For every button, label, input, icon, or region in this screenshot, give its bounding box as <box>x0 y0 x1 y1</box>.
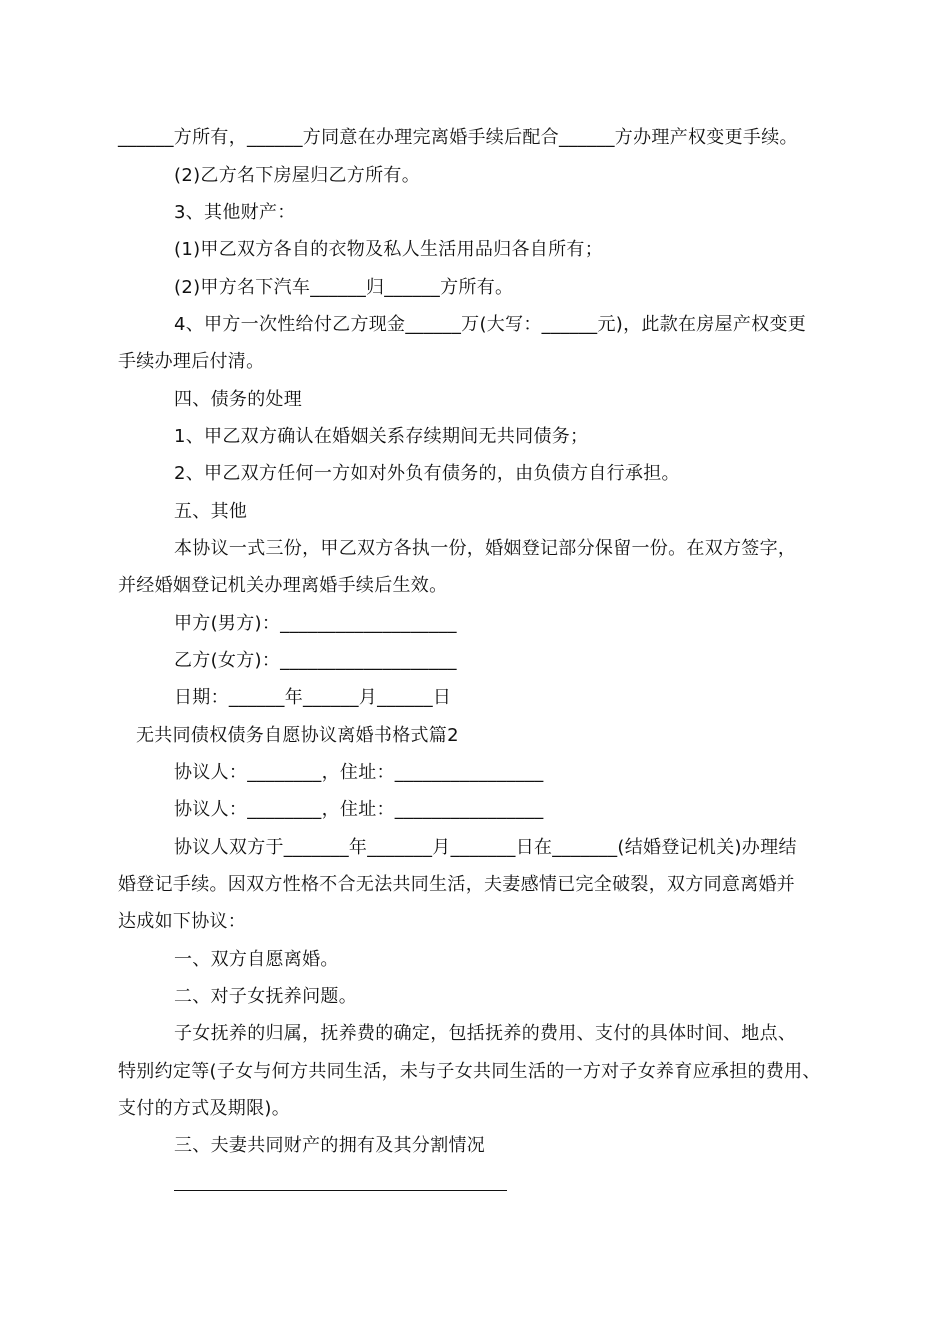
section-heading: 一、双方自愿离婚。 <box>174 949 339 970</box>
section-heading: 二、对子女抚养问题。 <box>174 986 357 1007</box>
text-line: ______方所有，______方同意在办理完离婚手续后配合______方办理产权变更手续。 <box>118 127 798 148</box>
text-line: 并经婚姻登记机关办理离婚手续后生效。 <box>118 575 448 596</box>
section-heading: 三、夫妻共同财产的拥有及其分割情况 <box>174 1135 486 1156</box>
text-line: (2)甲方名下汽车______归______方所有。 <box>174 277 514 298</box>
section-heading: 四、债务的处理 <box>174 389 303 410</box>
text-line: 支付的方式及期限)。 <box>118 1098 291 1119</box>
party-line: 协议人：________，住址：________________ <box>174 762 544 783</box>
date-line: 日期：______年______月______日 <box>174 687 452 708</box>
text-line: 婚登记手续。因双方性格不合无法共同生活，夫妻感情已完全破裂，双方同意离婚并 <box>118 874 796 895</box>
text-line: 4、甲方一次性给付乙方现金______万(大写：______元)，此款在房屋产权变更 <box>174 314 807 335</box>
article-title: 无共同债权债务自愿协议离婚书格式篇2 <box>136 725 459 746</box>
text-line: 手续办理后付清。 <box>118 351 265 372</box>
text-line: 协议人双方于_______年_______月_______日在_______(结婚登记机关)办理结 <box>174 837 797 858</box>
text-line: 特别约定等(子女与何方共同生活，未与子女共同生活的一方对子女养育应承担的费用、 <box>118 1061 821 1082</box>
signature-line-party-a: 甲方(男方)：___________________ <box>174 613 457 634</box>
text-line: 本协议一式三份，甲乙双方各执一份，婚姻登记部分保留一份。在双方签字， <box>174 538 797 559</box>
text-line: (1)甲乙双方各自的衣物及私人生活用品归各自所有； <box>174 239 603 260</box>
text-line: (2)乙方名下房屋归乙方所有。 <box>174 165 420 186</box>
text-line: 1、甲乙双方确认在婚姻关系存续期间无共同债务； <box>174 426 589 447</box>
text-line: 2、甲乙双方任何一方如对外负有债务的，由负债方自行承担。 <box>174 463 680 484</box>
text-line: 子女抚养的归属，抚养费的确定，包括抚养的费用、支付的具体时间、地点、 <box>174 1023 797 1044</box>
signature-line-party-b: 乙方(女方)：___________________ <box>174 650 457 671</box>
text-line: 达成如下协议： <box>118 911 247 932</box>
text-line: 3、其他财产： <box>174 202 296 223</box>
fill-in-blank-line <box>174 1190 507 1191</box>
section-heading: 五、其他 <box>174 501 248 522</box>
party-line: 协议人：________，住址：________________ <box>174 799 544 820</box>
